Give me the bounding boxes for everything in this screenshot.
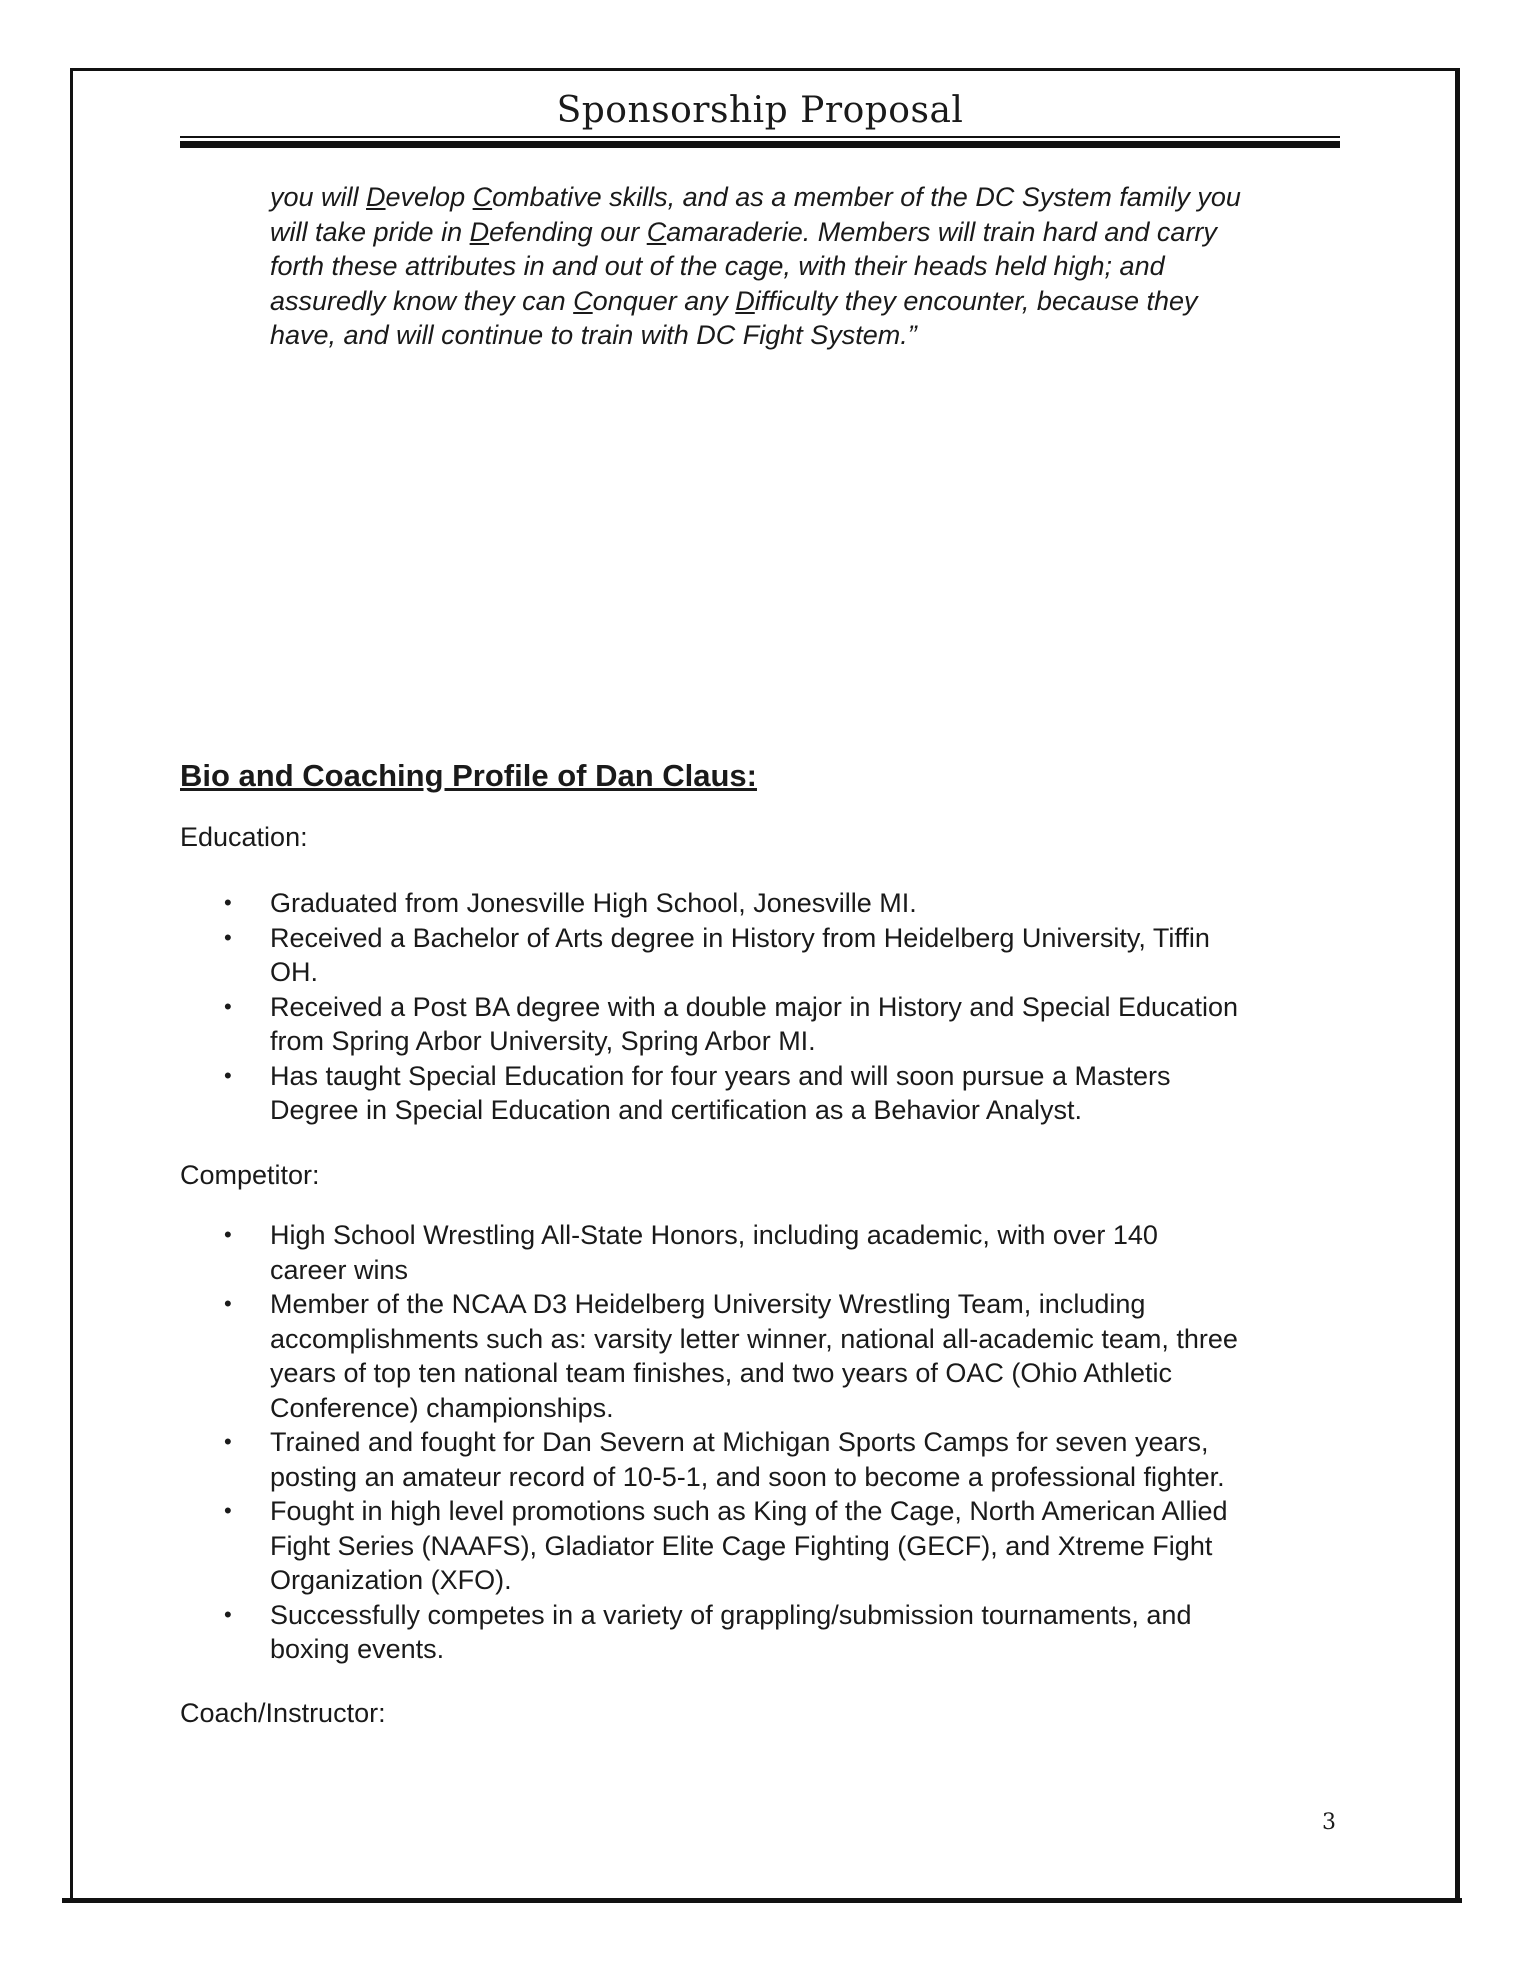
- list-item: [180, 990, 1360, 1059]
- list-item: [180, 1059, 1360, 1128]
- list-item-text: years of top ten national team finishes, and two years of OAC (Ohio Athletic: [270, 1358, 1172, 1388]
- page-title: Sponsorship Proposal: [556, 90, 964, 131]
- list-item: [180, 921, 1360, 990]
- list-item-text: Graduated from Jonesville High School, Jonesville MI.: [270, 888, 917, 918]
- underlined-initial: C: [573, 285, 593, 316]
- bullet-icon: •: [224, 890, 232, 915]
- bullet-icon: •: [224, 1498, 232, 1523]
- quote-line: have, and will continue to train with DC Fight System.”: [270, 320, 917, 350]
- quote-line: will take pride in Defending our Camaraderie. Members will train hard and carry: [270, 216, 1217, 247]
- list-item-text: boxing events.: [270, 1634, 445, 1664]
- bullet-icon: •: [224, 1062, 232, 1088]
- education-list: [180, 886, 1360, 1128]
- bio-heading: Bio and Coaching Profile of Dan Claus:: [180, 758, 757, 793]
- coach-label: Coach/Instructor:: [180, 1698, 386, 1728]
- list-item: [180, 1598, 1360, 1667]
- page-number: 3: [1322, 1810, 1336, 1835]
- list-item: [180, 1425, 1360, 1494]
- list-item: [180, 1287, 1360, 1425]
- list-item-text: accomplishments such as: varsity letter winner, national all-academic team, three: [270, 1323, 1238, 1354]
- list-item-text: Received a Post BA degree with a double major in History and Special Education: [270, 991, 1239, 1022]
- competitor-label: Competitor:: [180, 1160, 320, 1190]
- bullet-icon: •: [224, 1222, 232, 1247]
- list-item-text: posting an amateur record of 10-5-1, and soon to become a professional fighter.: [270, 1461, 1225, 1492]
- underlined-initial: C: [472, 182, 493, 212]
- list-item-text: Fought in high level promotions such as King of the Cage, North American Allied: [270, 1496, 1228, 1526]
- list-item-text: Has taught Special Education for four years and will soon pursue a Masters: [270, 1060, 1171, 1091]
- list-item: [180, 1218, 1360, 1287]
- header-rule-thin: [180, 136, 1340, 138]
- list-item-text: Organization (XFO).: [270, 1565, 512, 1595]
- underlined-initial: D: [366, 182, 386, 212]
- list-item-text: Successfully competes in a variety of grappling/submission tournaments, and: [270, 1599, 1192, 1630]
- list-item-text: Degree in Special Education and certification as a Behavior Analyst.: [270, 1095, 1082, 1125]
- list-item: [180, 1494, 1360, 1598]
- education-label: Education:: [180, 822, 308, 852]
- competitor-list: [180, 1218, 1360, 1667]
- list-item: [180, 886, 1360, 921]
- quote-line: assuredly know they can Conquer any Difficulty they encounter, because they: [270, 285, 1198, 316]
- list-item-text: career wins: [270, 1254, 409, 1285]
- underlined-initial: C: [646, 216, 667, 247]
- list-item-text: Member of the NCAA D3 Heidelberg University Wrestling Team, including: [270, 1289, 1146, 1319]
- header-rule-thick: [180, 141, 1340, 148]
- bullet-icon: •: [224, 924, 232, 950]
- underlined-initial: D: [735, 285, 755, 316]
- bullet-icon: •: [224, 1601, 232, 1627]
- list-item-text: Trained and fought for Dan Severn at Michigan Sports Camps for seven years,: [270, 1427, 1209, 1457]
- underlined-initial: D: [469, 216, 490, 247]
- page-bottom-rule: [62, 1898, 1462, 1903]
- list-item-text: OH.: [270, 957, 319, 987]
- list-item-text: from Spring Arbor University, Spring Arbor MI.: [270, 1026, 816, 1056]
- list-item-text: Received a Bachelor of Arts degree in History from Heidelberg University, Tiffin: [270, 922, 1210, 953]
- list-item-text: High School Wrestling All-State Honors, including academic, with over 140: [270, 1220, 1158, 1250]
- quote-line: you will Develop Combative skills, and as a member of the DC System family you: [270, 182, 1241, 212]
- bullet-icon: •: [224, 993, 232, 1019]
- bullet-icon: •: [224, 1291, 232, 1316]
- list-item-text: Conference) championships.: [270, 1392, 614, 1423]
- quote-line: forth these attributes in and out of the cage, with their heads held high; and: [270, 251, 1165, 281]
- bullet-icon: •: [224, 1429, 232, 1454]
- mission-quote: [270, 180, 1360, 353]
- list-item-text: Fight Series (NAAFS), Gladiator Elite Cage Fighting (GECF), and Xtreme Fight: [270, 1530, 1213, 1561]
